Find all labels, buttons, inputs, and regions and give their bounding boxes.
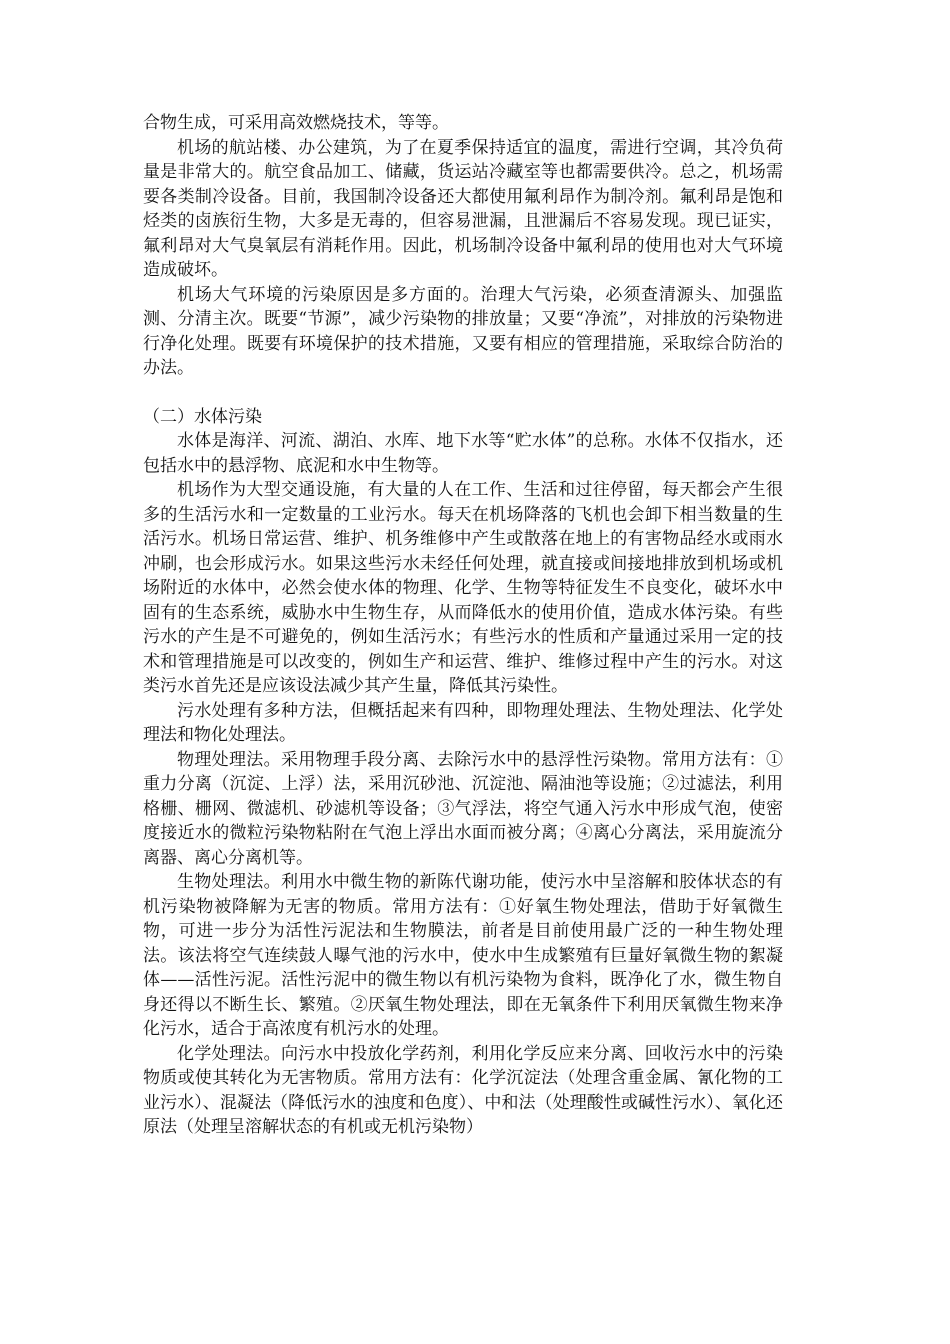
paragraph-water-body-definition: 水体是海洋、河流、湖泊、水库、地下水等“贮水体”的总称。水体不仅指水，还包括水中的悬浮物、底泥和水中生物等。: [143, 431, 783, 476]
paragraph-airport-wastewater: 机场作为大型交通设施，有大量的人在工作、生活和过往停留，每天都会产生很多的生活污水和一定数量的工业污水。每天在机场降落的飞机也会卸下相当数量的生活污水。机场日常运营、维护、机务维修中产生或散落在地上的有害物品经水或雨水冲刷，也会形成污水。如果这些污水未经任何处理，就直接或间接地排放到机场或机场附近的水体中，必然会使水体的物理、化学、生物等特征发生不良变化，破坏水中固有的生态系统，威胁水中生物生存，从而降低水的使用价值，造成水体污染。有些污水的产生是不可避免的，例如生活污水；有些污水的性质和产量通过采用一定的技术和管理措施是可以改变的，例如生产和运营、维护、维修过程中产生的污水。对这类污水首先还是应该设法减少其产生量，降低其污染性。: [143, 480, 783, 696]
document-body: [143, 111, 783, 1140]
paragraph-continuation: 合物生成，可采用高效燃烧技术，等等。: [143, 113, 449, 133]
section-heading-water-pollution: （二）水体污染: [143, 406, 262, 427]
paragraph-biological-treatment: 生物处理法。利用水中微生物的新陈代谢功能，使污水中呈溶解和胶体状态的有机污染物被降解为无害的物质。常用方法有：①好氧生物处理法，借助于好氧微生物，可进一步分为活性污泥法和生物膜法，前者是目前使用最广泛的一种生物处理法。该法将空气连续鼓人曝气池的污水中，使水中生成繁殖有巨量好氧微生物的絮凝体——活性污泥。活性污泥中的微生物以有机污染物为食料，既净化了水，微生物自身还得以不断生长、繁殖。②厌氧生物处理法，即在无氧条件下利用厌氧微生物来净化污水，适合于高浓度有机污水的处理。: [143, 872, 783, 1039]
paragraph-air-pollution-control: 机场大气环境的污染原因是多方面的。治理大气污染，必须查清源头、加强监测、分清主次。既要“节源”，减少污染物的排放量；又要“净流”，对排放的污染物进行净化处理。既要有环境保护的技术措施，又要有相应的管理措施，采取综合防治的办法。: [143, 284, 783, 378]
paragraph-refrigeration: 机场的航站楼、办公建筑，为了在夏季保持适宜的温度，需进行空调，其冷负荷量是非常大的。航空食品加工、储藏，货运站冷藏室等也都需要供冷。总之，机场需要各类制冷设备。目前，我国制冷设备还大都使用氟利昂作为制冷剂。氟利昂是饱和烃类的卤族衍生物，大多是无毒的，但容易泄漏，且泄漏后不容易发现。现已证实，氟利昂对大气臭氧层有消耗作用。因此，机场制冷设备中氟利昂的使用也对大气环境造成破坏。: [143, 137, 783, 280]
paragraph-chemical-treatment: 化学处理法。向污水中投放化学药剂，利用化学反应来分离、回收污水中的污染物质或使其转化为无害物质。常用方法有：化学沉淀法（处理含重金属、氰化物的工业污水）、混凝法（降低污水的浊度和色度）、中和法（处理酸性或碱性污水）、氧化还原法（处理呈溶解状态的有机或无机污染物）: [143, 1043, 783, 1137]
paragraph-physical-treatment: 物理处理法。采用物理手段分离、去除污水中的悬浮性污染物。常用方法有：①重力分离（沉淀、上浮）法，采用沉砂池、沉淀池、隔油池等设施；②过滤法，利用格栅、栅网、微滤机、砂滤机等设备；③气浮法，将空气通入污水中形成气泡，使密度接近水的微粒污染物粘附在气泡上浮出水面而被分离；④离心分离法，采用旋流分离器、离心分离机等。: [143, 749, 783, 868]
paragraph-treatment-methods: 污水处理有多种方法，但概括起来有四种，即物理处理法、生物处理法、化学处理法和物化处理法。: [143, 700, 783, 745]
